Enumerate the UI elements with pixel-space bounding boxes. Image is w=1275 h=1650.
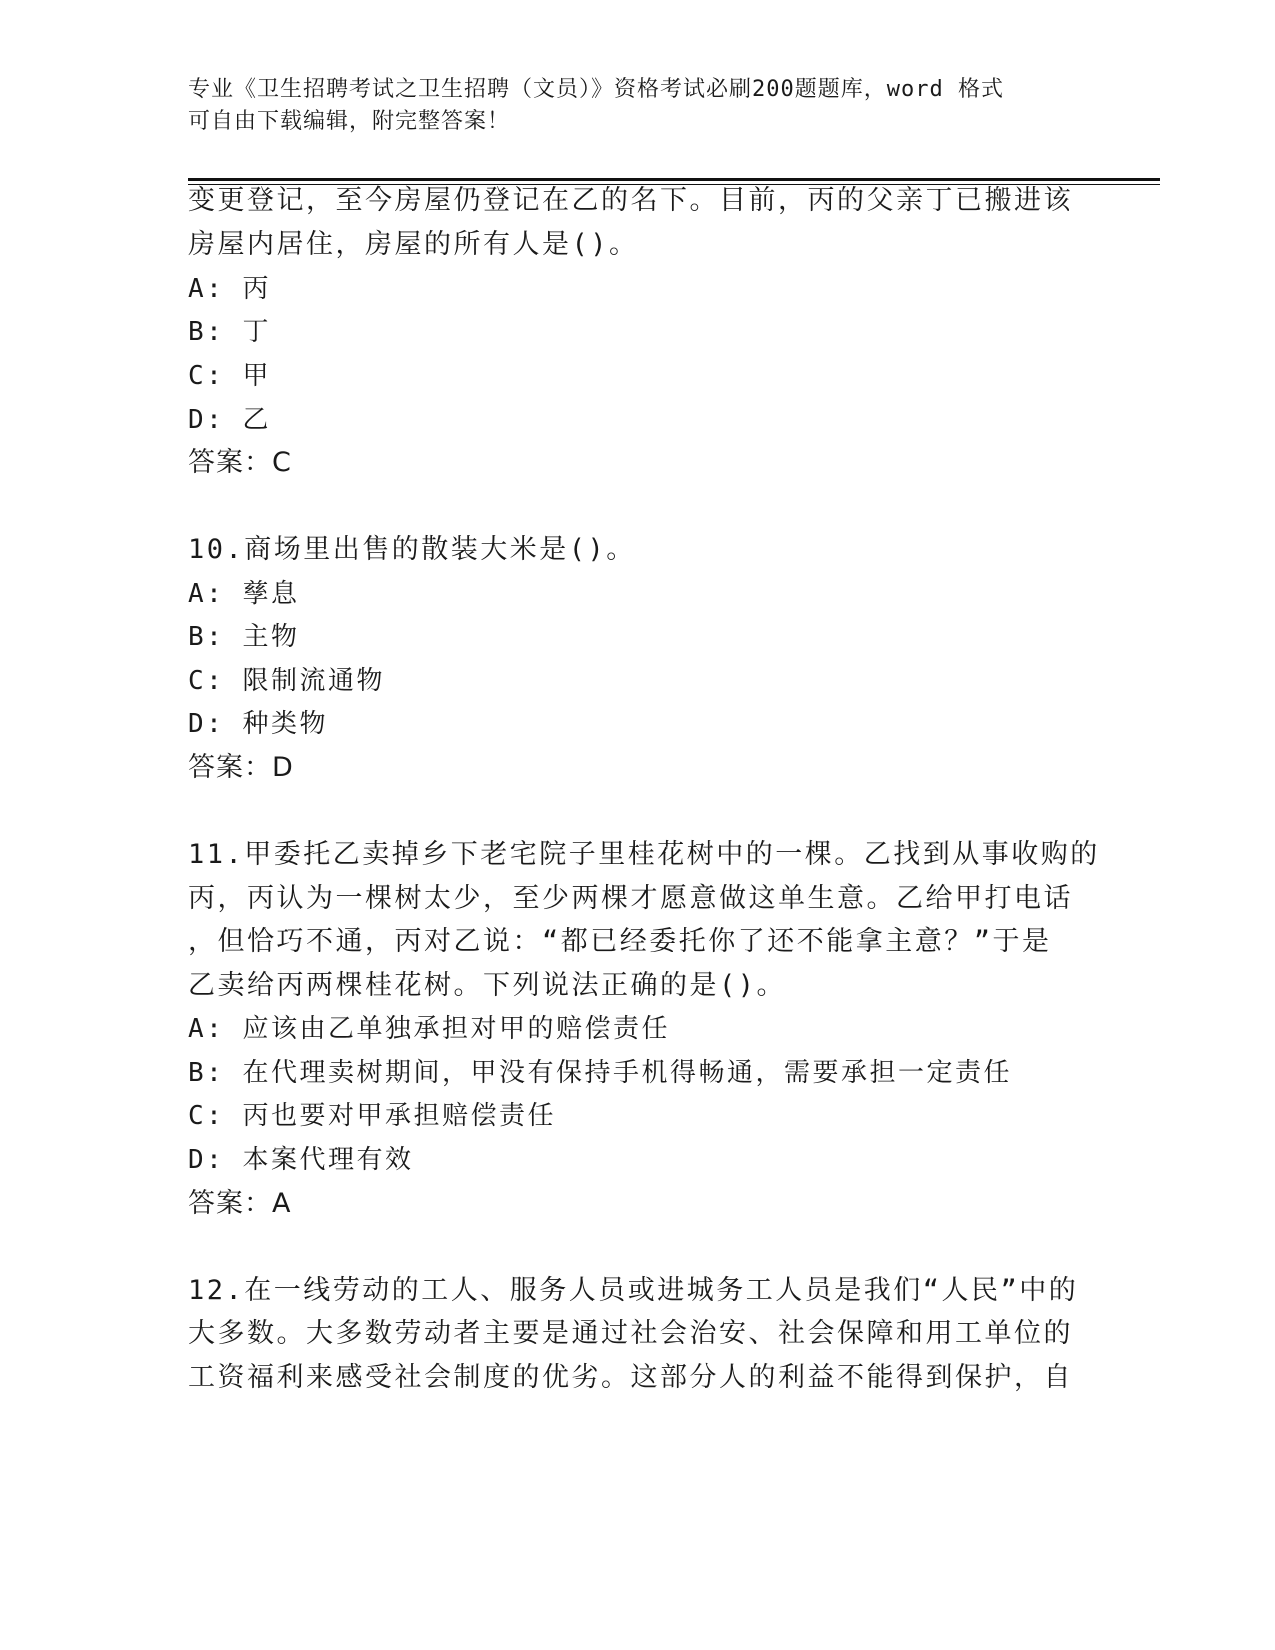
question-10-option-a: A: 孳息	[188, 579, 300, 609]
question-12-text-line-2: 大多数。大多数劳动者主要是通过社会治安、社会保障和用工单位的	[188, 1318, 1073, 1349]
question-12-text-line-1: 12.在一线劳动的工人、服务人员或进城务工人员是我们“人民”中的	[188, 1275, 1079, 1306]
question-9-answer: 答案：C	[188, 447, 292, 478]
question-9-option-d: D: 乙	[188, 405, 271, 435]
header-title-line-1: 专业《卫生招聘考试之卫生招聘（文员）》资格考试必刷200题题库，word 格式	[188, 77, 1004, 102]
question-9-option-c: C: 甲	[188, 361, 271, 391]
question-11-text-line-3: ，但恰巧不通，丙对乙说：“都已经委托你了还不能拿主意？”于是	[188, 926, 1052, 957]
question-11-option-d: D: 本案代理有效	[188, 1145, 414, 1175]
question-9-text-line-1: 变更登记，至今房屋仍登记在乙的名下。目前，丙的父亲丁已搬进该	[188, 185, 1073, 216]
question-11-option-b: B: 在代理卖树期间，甲没有保持手机得畅通，需要承担一定责任	[188, 1058, 1012, 1088]
question-11-option-c: C: 丙也要对甲承担赔偿责任	[188, 1101, 556, 1131]
question-10-option-d: D: 种类物	[188, 709, 328, 739]
page-header	[188, 74, 1068, 138]
header-divider-thick	[188, 178, 1160, 181]
question-9-option-a: A: 丙	[188, 274, 271, 304]
question-11-text-line-4: 乙卖给丙两棵桂花树。下列说法正确的是()。	[188, 970, 787, 1001]
question-11-answer: 答案：A	[188, 1188, 292, 1219]
question-11-text-line-1: 11.甲委托乙卖掉乡下老宅院子里桂花树中的一棵。乙找到从事收购的	[188, 839, 1100, 870]
question-9-text-line-2: 房屋内居住，房屋的所有人是()。	[188, 229, 639, 260]
question-10-answer: 答案：D	[188, 752, 294, 783]
question-10-option-b: B: 主物	[188, 622, 300, 652]
question-11-text-line-2: 丙，丙认为一棵树太少，至少两棵才愿意做这单生意。乙给甲打电话	[188, 883, 1073, 914]
question-10-option-c: C: 限制流通物	[188, 666, 385, 696]
question-9-option-b: B: 丁	[188, 317, 271, 347]
question-12-text-line-3: 工资福利来感受社会制度的优劣。这部分人的利益不能得到保护，自	[188, 1362, 1073, 1393]
question-10-text-line-1: 10.商场里出售的散装大米是()。	[188, 534, 636, 565]
question-11-option-a: A: 应该由乙单独承担对甲的赔偿责任	[188, 1014, 670, 1044]
header-title-line-2: 可自由下载编辑，附完整答案！	[188, 109, 511, 134]
